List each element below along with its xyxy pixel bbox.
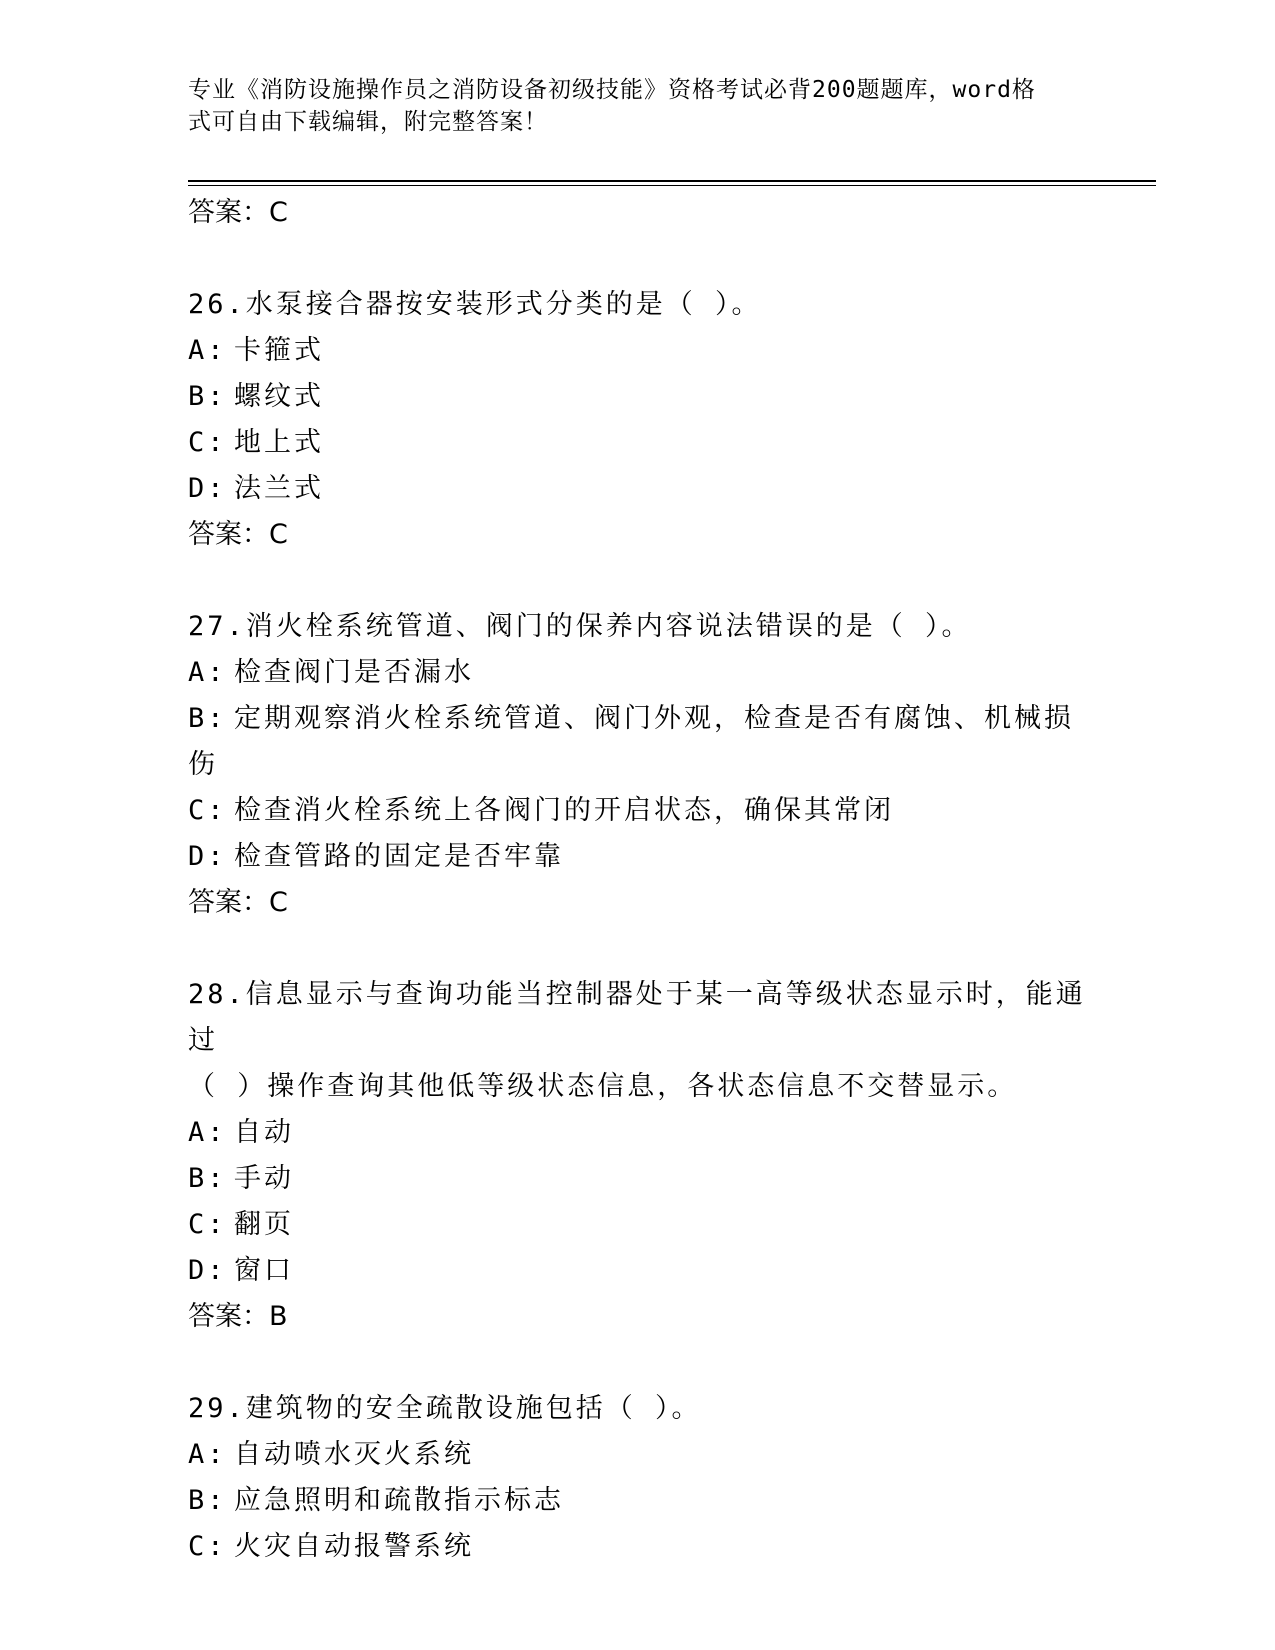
option-b: B: 应急照明和疏散指示标志: [188, 1485, 564, 1516]
question-text-continued: （ ）操作查询其他低等级状态信息，各状态信息不交替显示。: [188, 1071, 1018, 1102]
option-d: D: 法兰式: [188, 473, 324, 504]
answer-line: 答案：B: [188, 1301, 288, 1332]
header-line-1: 专业《消防设施操作员之消防设备初级技能》资格考试必背200题题库，word格: [188, 77, 1036, 103]
page-header: [188, 74, 1068, 138]
option-b: B: 定期观察消火栓系统管道、阀门外观，检查是否有腐蚀、机械损伤: [188, 703, 1074, 780]
option-b: B: 手动: [188, 1163, 294, 1194]
option-d: D: 窗口: [188, 1255, 294, 1286]
header-rule: [188, 180, 1156, 182]
question-text: 29.建筑物的安全疏散设施包括（ ）。: [188, 1393, 702, 1424]
question-block: [188, 1386, 1088, 1570]
question-text: 26.水泵接合器按安装形式分类的是（ ）。: [188, 289, 762, 320]
question-block: [188, 604, 1088, 926]
option-d: D: 检查管路的固定是否牢靠: [188, 841, 564, 872]
option-a: A: 卡箍式: [188, 335, 324, 366]
option-b: B: 螺纹式: [188, 381, 324, 412]
option-c: C: 翻页: [188, 1209, 294, 1240]
question-text: 27.消火栓系统管道、阀门的保养内容说法错误的是（ ）。: [188, 611, 972, 642]
question-text: 28.信息显示与查询功能当控制器处于某一高等级状态显示时，能通过: [188, 979, 1086, 1056]
header-line-2: 式可自由下载编辑，附完整答案！: [188, 109, 548, 135]
answer-line: 答案：C: [188, 887, 288, 918]
header-rule-thin: [188, 185, 1156, 186]
option-c: C: 火灾自动报警系统: [188, 1531, 474, 1562]
question-list: [188, 190, 1088, 1570]
option-c: C: 检查消火栓系统上各阀门的开启状态，确保其常闭: [188, 795, 894, 826]
option-c: C: 地上式: [188, 427, 324, 458]
answer-line: 答案：C: [188, 197, 288, 228]
answer-line: 答案：C: [188, 519, 288, 550]
question-block: [188, 282, 1088, 558]
option-a: A: 自动: [188, 1117, 294, 1148]
option-a: A: 自动喷水灭火系统: [188, 1439, 474, 1470]
question-block: [188, 972, 1088, 1340]
option-a: A: 检查阀门是否漏水: [188, 657, 474, 688]
